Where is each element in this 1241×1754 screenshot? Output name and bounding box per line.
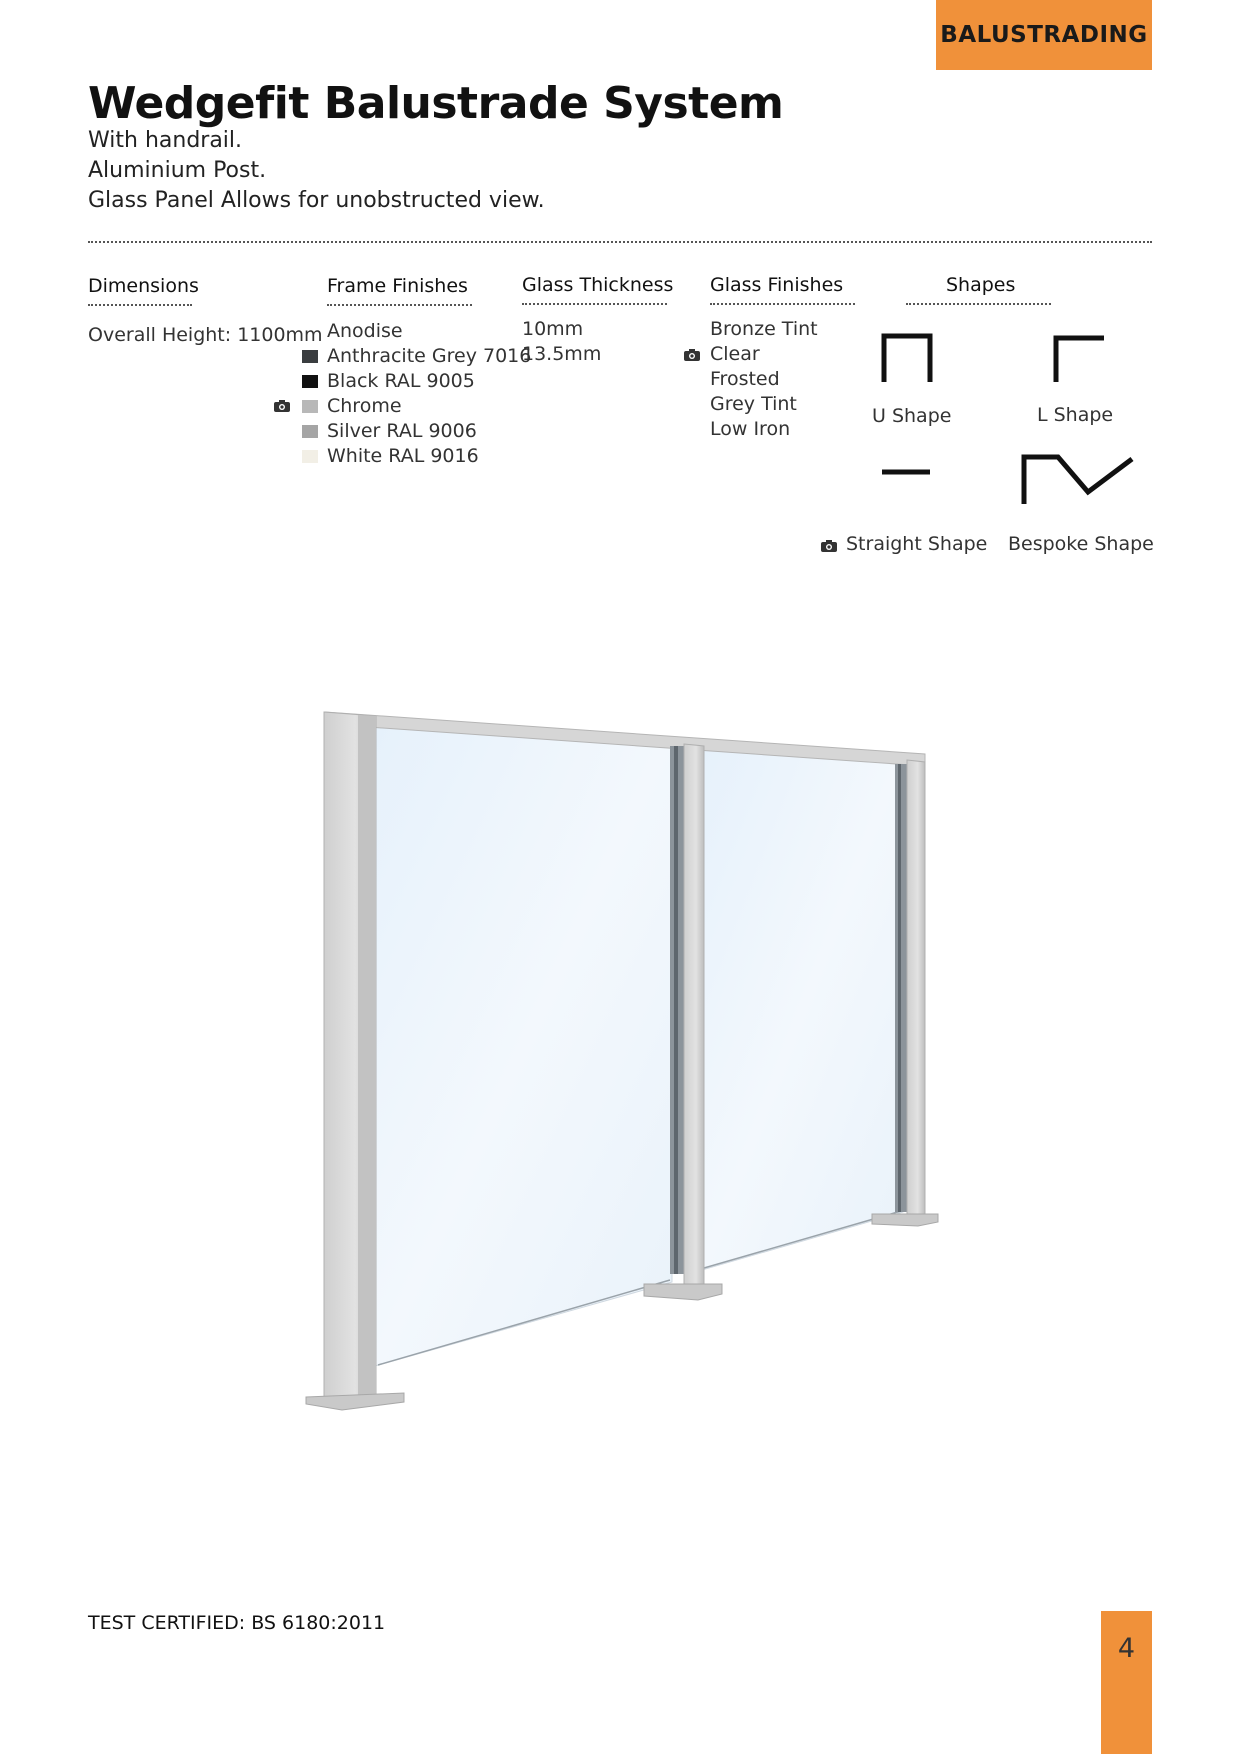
- subtitle-line: With handrail.: [88, 128, 243, 153]
- finish-item: Silver RAL 9006: [327, 420, 477, 442]
- glass-finish-item: Bronze Tint: [710, 318, 818, 340]
- thickness-item: 13.5mm: [522, 343, 602, 365]
- dimensions-heading: Dimensions: [88, 275, 199, 297]
- shape-label: Straight Shape: [846, 533, 988, 555]
- thickness-item: 10mm: [522, 318, 584, 340]
- page-number-tab: [1101, 1611, 1152, 1754]
- page-title: Wedgefit Balustrade System: [88, 78, 784, 129]
- frame-finishes-heading: Frame Finishes: [327, 275, 468, 297]
- page-number: 4: [1117, 1633, 1136, 1664]
- certification-text: TEST CERTIFIED: BS 6180:2011: [88, 1612, 386, 1634]
- glass-thickness-heading: Glass Thickness: [522, 274, 674, 296]
- shape-label: L Shape: [1037, 404, 1114, 426]
- finish-item: Black RAL 9005: [327, 370, 475, 392]
- shape-label: Bespoke Shape: [1008, 533, 1154, 555]
- glass-finishes-heading: Glass Finishes: [710, 274, 844, 296]
- glass-finish-item: Frosted: [710, 368, 780, 390]
- finish-item: White RAL 9016: [327, 445, 479, 467]
- finish-item: Anthracite Grey 7016: [327, 345, 532, 367]
- finish-item: Chrome: [327, 395, 402, 417]
- glass-finish-item: Grey Tint: [710, 393, 797, 415]
- subtitle-line: Aluminium Post.: [88, 158, 267, 183]
- finish-item: Anodise: [327, 320, 403, 342]
- subtitle-line: Glass Panel Allows for unobstructed view.: [88, 188, 545, 213]
- dimension-item: Overall Height: 1100mm: [88, 324, 323, 346]
- shape-label: U Shape: [872, 405, 952, 427]
- glass-finish-item: Clear: [710, 343, 760, 365]
- glass-finish-item: Low Iron: [710, 418, 791, 440]
- category-label: BALUSTRADING: [940, 22, 1148, 48]
- shapes-heading: Shapes: [946, 274, 1016, 296]
